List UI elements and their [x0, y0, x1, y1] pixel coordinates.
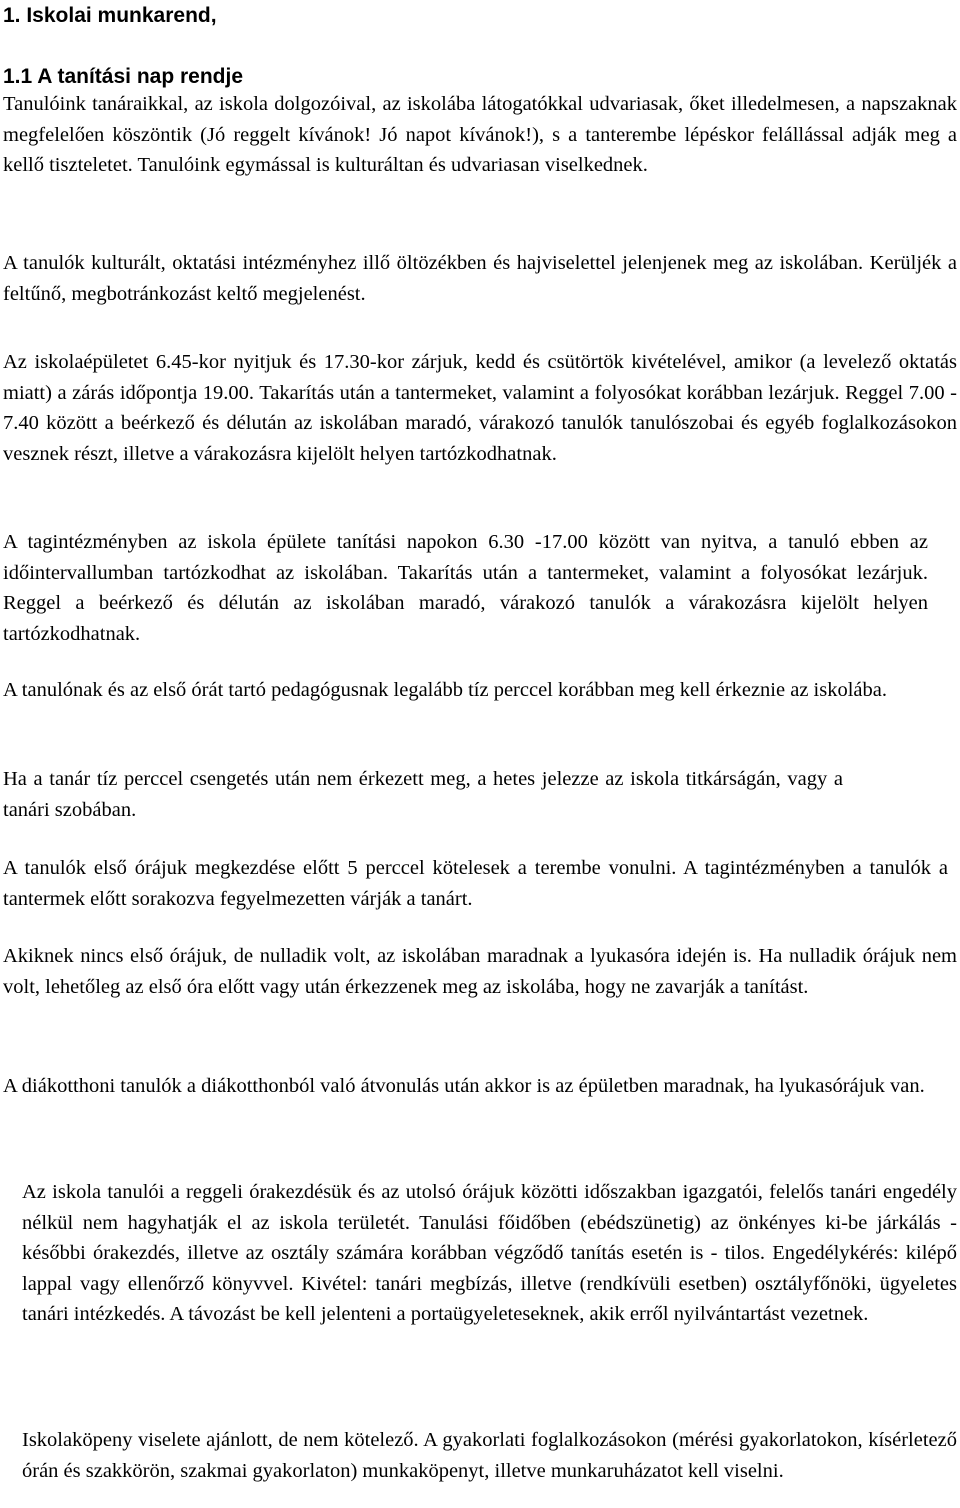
paragraph-leaving-school: Az iskola tanulói a reggeli órakezdésük és az utolsó órájuk közötti időszakban igazgatói, felelős tanári engedély nélkül nem hagyhatják el az iskola területét. Tanulási főidőben (ebédszünetig) az önkényes ki-be járkálás - későbbi órakezdés, illetve az osztály számára korábban végződő tanítás esetén is - tilos. Engedélykérés: kilépő lappal vagy ellenőrző könyvvel. Kivétel: tanári megbízás, illetve (rendkívüli esetben) osztályfőnöki, ügyeletes tanári intézkedés. A távozást be kell jelenteni a portaügyeleteseknek, akik erről nyilvántartást vezetnek. [22, 1181, 957, 1325]
paragraph-greeting: Tanulóink tanáraikkal, az iskola dolgozóival, az iskolába látogatókkal udvariasak, őket illedelmesen, a napszaknak megfelelően köszöntik (Jó reggelt kívánok! Jó napot kívánok!), s a tanterembe lépéskor felállással adják meg a kellő tiszteletet. Tanulóink egymással is kulturáltan és udvariasan viselkednek. [3, 93, 957, 176]
paragraph-clothing: A tanulók kulturált, oktatási intézményhez illő öltözékben és hajviselettel jelenjenek meg az iskolában. Kerüljék a feltűnő, megbotránkozást keltő megjelenést. [3, 252, 957, 305]
subsection-heading: 1.1 A tanítási nap rendje [3, 65, 244, 88]
paragraph-free-period: Akiknek nincs első órájuk, de nulladik volt, az iskolában maradnak a lyukasóra idején is. Ha nulladik órájuk nem volt, lehetőleg az első óra előtt vagy után érkezzenek meg az iskolába, hogy ne zavarják a tanítást. [3, 945, 957, 998]
paragraph-arrival: A tanulónak és az első órát tartó pedagógusnak legalább tíz perccel korábban meg kell érkeznie az iskolába. [3, 679, 887, 701]
paragraph-dormitory: A diákotthoni tanulók a diákotthonból való átvonulás után akkor is az épületben maradnak, ha lyukasórájuk van. [3, 1075, 925, 1097]
section-heading: 1. Iskolai munkarend, [3, 4, 217, 27]
paragraph-school-coat: Iskolaköpeny viselete ajánlott, de nem kötelező. A gyakorlati foglalkozásokon (mérési gyakorlatokon, kísérletező órán és szakkörön, szakmai gyakorlaton) munkaköpenyt, illetve munkaruházatot kell viselni. [22, 1429, 957, 1482]
paragraph-opening-hours: Az iskolaépületet 6.45-kor nyitjuk és 17.30-kor zárjuk, kedd és csütörtök kivételével, amikor (a levelező oktatás miatt) a zárás időpontja 19.00. Takarítás után a tantermeket, valamint a folyosókat korábban lezárjuk. Reggel 7.00 - 7.40 között a beérkező és délután az iskolában maradó, várakozó tanulók tanulószobai és egyéb foglalkozásokon vesznek részt, illetve a várakozásra kijelölt helyen tartózkodhatnak. [3, 351, 957, 465]
paragraph-teacher-late: Ha a tanár tíz perccel csengetés után nem érkezett meg, a hetes jelezze az iskola titkárságán, vagy a tanári szobában. [3, 768, 843, 821]
paragraph-member-institution: A tagintézményben az iskola épülete tanítási napokon 6.30 -17.00 között van nyitva, a tanuló ebben az időintervallumban tartózkodhat az iskolában. Takarítás után a tantermeket, valamint a folyosókat lezárjuk. Reggel a beérkező és délután az iskolában maradó, várakozó tanulók a várakozásra kijelölt helyen tartózkodhatnak. [3, 531, 928, 645]
paragraph-first-class: A tanulók első órájuk megkezdése előtt 5 perccel kötelesek a terembe vonulni. A tagintézményben a tanulók a tantermek előtt sorakozva fegyelmezetten várják a tanárt. [3, 857, 948, 910]
